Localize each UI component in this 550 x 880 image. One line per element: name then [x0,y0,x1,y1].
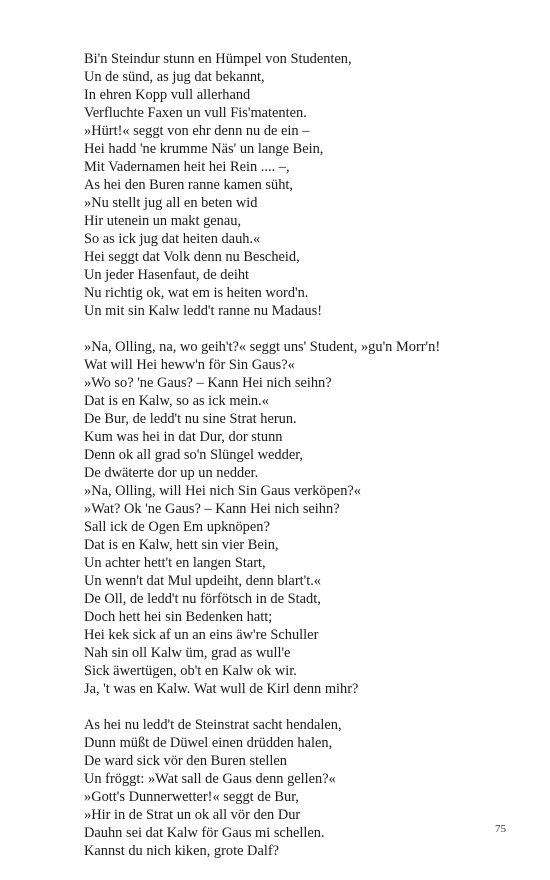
poem-line: Un mit sin Kalw ledd't ranne nu Madaus! [84,303,322,319]
poem-line: Hir utenein un makt genau, [84,213,242,229]
poem-line: Ja, 't was en Kalw. Wat wull de Kirl denn mihr? [84,681,359,697]
poem-line: »Na, Olling, will Hei nich Sin Gaus verköpen?« [84,483,361,499]
poem-line: Un de sünd, as jug dat bekannt, [84,69,265,85]
poem-line: Verfluchte Faxen un vull Fis'matenten. [84,105,307,121]
poem-line: Hei kek sick af un an eins äw're Schuller [84,627,319,643]
poem-line: As hei nu ledd't de Steinstrat sacht hendalen, [84,717,342,733]
poem-line: De dwäterte dor up un nedder. [84,465,259,481]
poem-line: Un wenn't dat Mul updeiht, denn blart't.« [84,573,321,589]
poem-line: Bi'n Steindur stunn en Hümpel von Studenten, [84,51,352,67]
poem-line: As hei den Buren ranne kamen süht, [84,177,294,193]
poem-line: In ehren Kopp vull allerhand [84,87,251,103]
poem-line: Un jeder Hasenfaut, de deiht [84,267,250,283]
poem-line: Kannst du nich kiken, grote Dalf? [84,843,280,859]
poem-line: Mit Vadernamen heit hei Rein .... –, [84,159,290,175]
poem-line: »Wo so? 'ne Gaus? – Kann Hei nich seihn? [84,375,332,391]
poem-line: Denn ok all grad so'n Slüngel wedder, [84,447,304,463]
poem-line: Wat will Hei heww'n för Sin Gaus?« [84,357,295,373]
poem-line: Dat is en Kalw, so as ick mein.« [84,393,269,409]
poem-line: »Hir in de Strat un ok all vör den Dur [84,807,301,823]
poem-line: Un achter hett't en langen Start, [84,555,266,571]
poem-line: Nu richtig ok, wat em is heiten word'n. [84,285,309,301]
poem-line: »Wat? Ok 'ne Gaus? – Kann Hei nich seihn? [84,501,340,517]
poem-line: So as ick jug dat heiten dauh.« [84,231,261,247]
poem-line: Sick äwertügen, ob't en Kalw ok wir. [84,663,297,679]
poem-line: Dauhn sei dat Kalw för Gaus mi schellen. [84,825,325,841]
poem-line: Dat is en Kalw, hett sin vier Bein, [84,537,279,553]
poem-line: Nah sin oll Kalw üm, grad as wull'e [84,645,291,661]
page-number: 75 [495,823,506,835]
poem-line: Hei hadd 'ne krumme Näs' un lange Bein, [84,141,324,157]
poem-line: Dunn müßt de Düwel einen drüdden halen, [84,735,333,751]
poem-line: Doch hett hei sin Bedenken hatt; [84,609,273,625]
poem-line: »Nu stellt jug all en beten wid [84,195,258,211]
poem-line: De Oll, de ledd't nu förfötsch in de Stadt, [84,591,321,607]
poem-body [84,50,524,860]
poem-line: De ward sick vör den Buren stellen [84,753,288,769]
poem-line: Un fröggt: »Wat sall de Gaus denn gellen?« [84,771,336,787]
poem-line: Kum was hei in dat Dur, dor stunn [84,429,283,445]
poem-line: »Gott's Dunnerwetter!« seggt de Bur, [84,789,300,805]
poem-line: Sall ick de Ogen Em upknöpen? [84,519,270,535]
poem-line: De Bur, de ledd't nu sine Strat herun. [84,411,297,427]
poem-line: »Hürt!« seggt von ehr denn nu de ein – [84,123,310,139]
poem-line: Hei seggt dat Volk denn nu Bescheid, [84,249,300,265]
stanza-3 [84,716,524,860]
stanza-2 [84,338,524,698]
poem-line: »Na, Olling, na, wo geih't?« seggt uns' Student, »gu'n Morr'n! [84,339,441,355]
stanza-1 [84,50,524,320]
